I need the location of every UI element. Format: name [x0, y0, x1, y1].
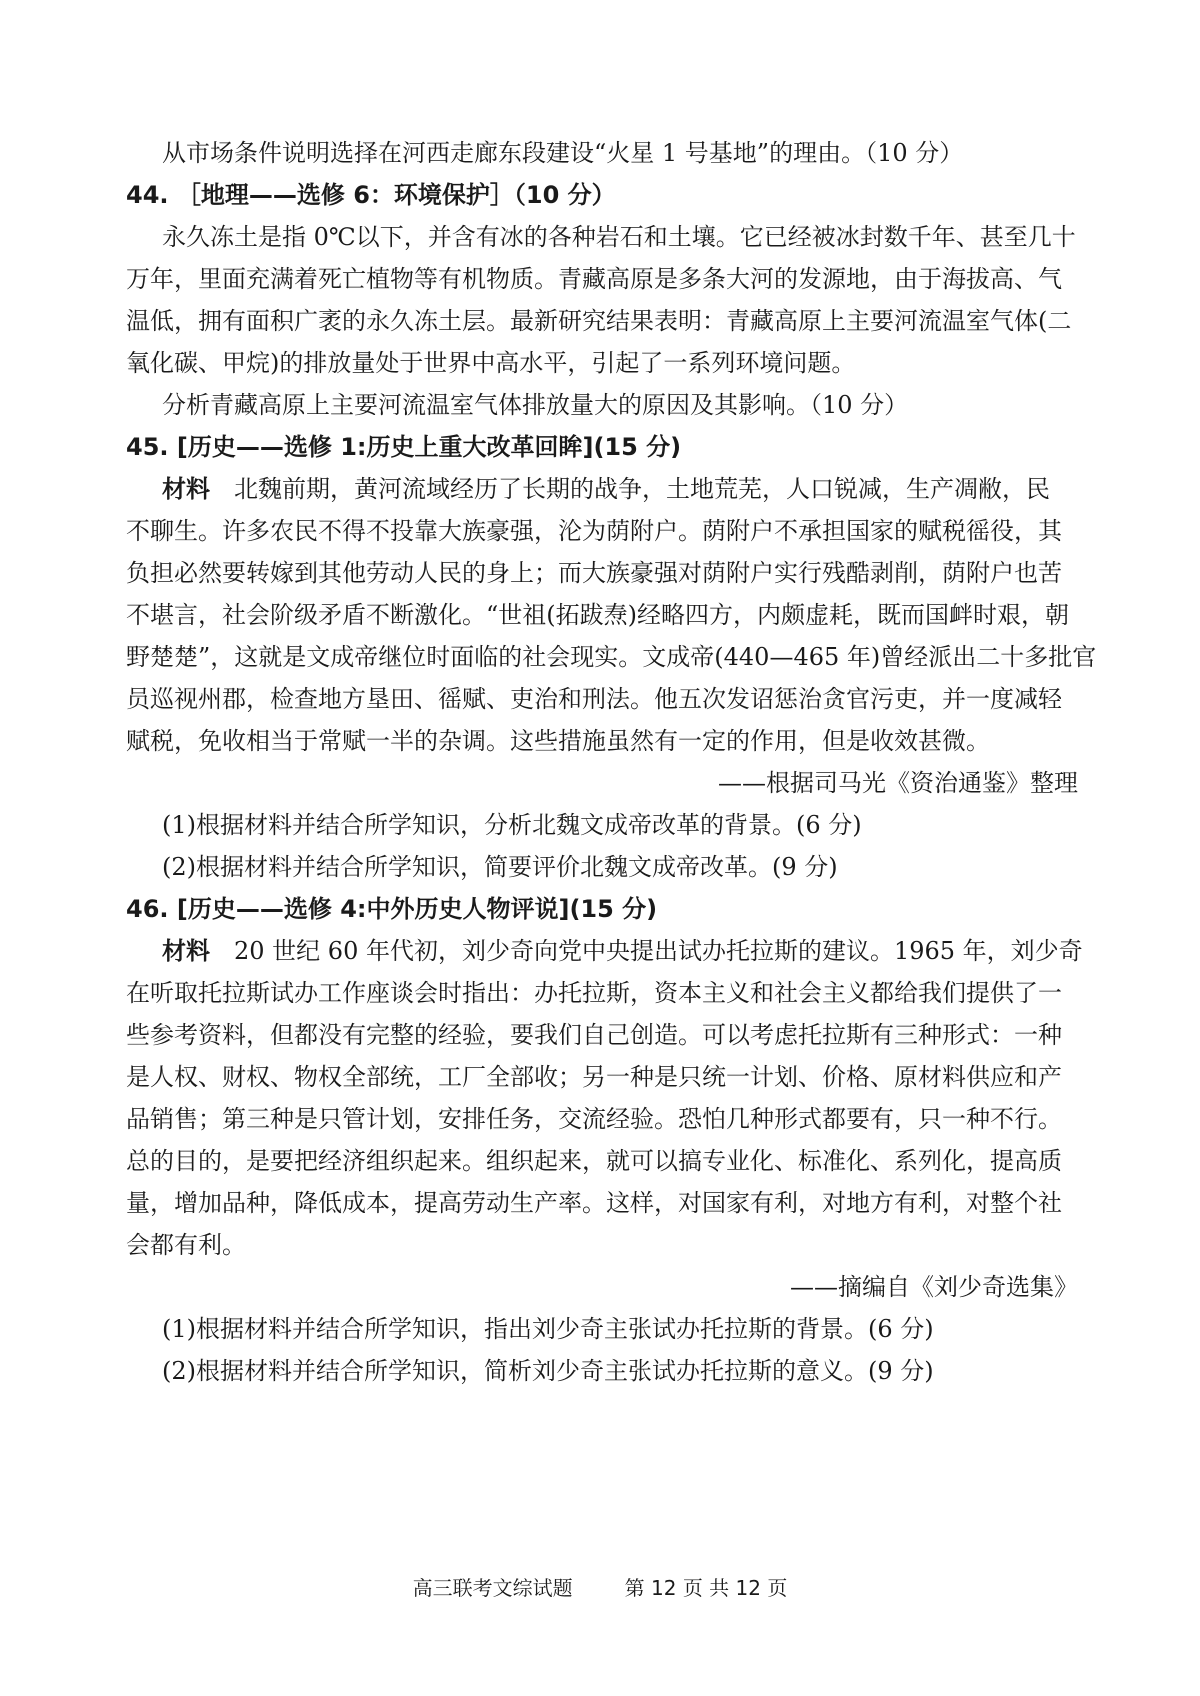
- question-46-heading: 46. [历史——选修 4:中外历史人物评说](15 分): [126, 895, 658, 923]
- footer-title: 高三联考文综试题: [412, 1576, 573, 1600]
- question-46-material-first-line: [126, 930, 1083, 972]
- question-45-material-line: 野楚楚”，这就是文成帝继位时面临的社会现实。文成帝(440—465 年)曾经派出二十多批官: [126, 643, 1097, 671]
- question-45-subquestion-1: (1)根据材料并结合所学知识，分析北魏文成帝改革的背景。(6 分): [162, 811, 862, 839]
- material-label: 材料: [162, 937, 210, 965]
- question-46-material-line: 在听取托拉斯试办工作座谈会时指出：办托拉斯，资本主义和社会主义都给我们提供了一: [126, 979, 1062, 1007]
- question-46-material-line: 品销售；第三种是只管计划，安排任务，交流经验。恐怕几种形式都要有，只一种不行。: [126, 1105, 1062, 1133]
- question-44-paragraph-line: 永久冻土是指 0℃以下，并含有冰的各种岩石和土壤。它已经被冰封数千年、甚至几十: [162, 223, 1076, 251]
- question-46-material-line: 会都有利。: [126, 1231, 246, 1259]
- question-45-material-line: 不聊生。许多农民不得不投靠大族豪强，沦为荫附户。荫附户不承担国家的赋税徭役，其: [126, 517, 1062, 545]
- exam-page-content: [126, 132, 1097, 1392]
- question-45-material-line: 员巡视州郡，检查地方垦田、徭赋、吏治和刑法。他五次发诏惩治贪官污吏，并一度减轻: [126, 685, 1062, 713]
- carryover-question: 从市场条件说明选择在河西走廊东段建设“火星 1 号基地”的理由。（10 分）: [162, 139, 964, 167]
- question-46-source: ——摘编自《刘少奇选集》: [790, 1273, 1078, 1301]
- question-45: [126, 426, 1097, 888]
- material-label: 材料: [162, 475, 210, 503]
- material-text: 北魏前期，黄河流域经历了长期的战争，土地荒芜，人口锐减，生产凋敝，民: [234, 475, 1050, 503]
- question-45-material-line: 不堪言，社会阶级矛盾不断激化。“世祖(拓跋焘)经略四方，内颇虚耗，既而国衅时艰，朝: [126, 601, 1069, 629]
- footer-page-number: 第 12 页 共 12 页: [624, 1576, 788, 1600]
- question-44-heading: 44. ［地理——选修 6：环境保护］（10 分）: [126, 181, 616, 209]
- question-44-paragraph-line: 氧化碳、甲烷)的排放量处于世界中高水平，引起了一系列环境问题。: [126, 349, 856, 377]
- question-46-material-line: 些参考资料，但都没有完整的经验，要我们自己创造。可以考虑托拉斯有三种形式：一种: [126, 1021, 1062, 1049]
- question-45-material-first-line: [126, 468, 1078, 510]
- question-44-paragraph-line: 万年，里面充满着死亡植物等有机物质。青藏高原是多条大河的发源地，由于海拔高、气: [126, 265, 1062, 293]
- question-44-prompt: 分析青藏高原上主要河流温室气体排放量大的原因及其影响。（10 分）: [162, 391, 909, 419]
- question-45-heading: 45. [历史——选修 1:历史上重大改革回眸](15 分): [126, 433, 682, 461]
- question-46: [126, 888, 1083, 1392]
- question-45-subquestion-2: (2)根据材料并结合所学知识，简要评价北魏文成帝改革。(9 分): [162, 853, 838, 881]
- question-46-material-line: 量，增加品种，降低成本，提高劳动生产率。这样，对国家有利，对地方有利，对整个社: [126, 1189, 1062, 1217]
- question-46-subquestion-2: (2)根据材料并结合所学知识，简析刘少奇主张试办托拉斯的意义。(9 分): [162, 1357, 934, 1385]
- question-46-material-line: 是人权、财权、物权全部统，工厂全部收；另一种是只统一计划、价格、原材料供应和产: [126, 1063, 1062, 1091]
- question-45-material-line: 负担必然要转嫁到其他劳动人民的身上；而大族豪强对荫附户实行残酷剥削，荫附户也苦: [126, 559, 1062, 587]
- question-44: [126, 174, 1078, 426]
- material-text: 20 世纪 60 年代初，刘少奇向党中央提出试办托拉斯的建议。1965 年，刘少奇: [234, 937, 1083, 965]
- page-footer: [0, 1572, 1200, 1601]
- question-45-material-line: 赋税，免收相当于常赋一半的杂调。这些措施虽然有一定的作用，但是收效甚微。: [126, 727, 990, 755]
- question-46-subquestion-1: (1)根据材料并结合所学知识，指出刘少奇主张试办托拉斯的背景。(6 分): [162, 1315, 934, 1343]
- question-44-paragraph-line: 温低，拥有面积广袤的永久冻土层。最新研究结果表明：青藏高原上主要河流温室气体(二: [126, 307, 1072, 335]
- question-46-material-line: 总的目的，是要把经济组织起来。组织起来，就可以搞专业化、标准化、系列化，提高质: [126, 1147, 1062, 1175]
- question-45-source: ——根据司马光《资治通鉴》整理: [718, 769, 1078, 797]
